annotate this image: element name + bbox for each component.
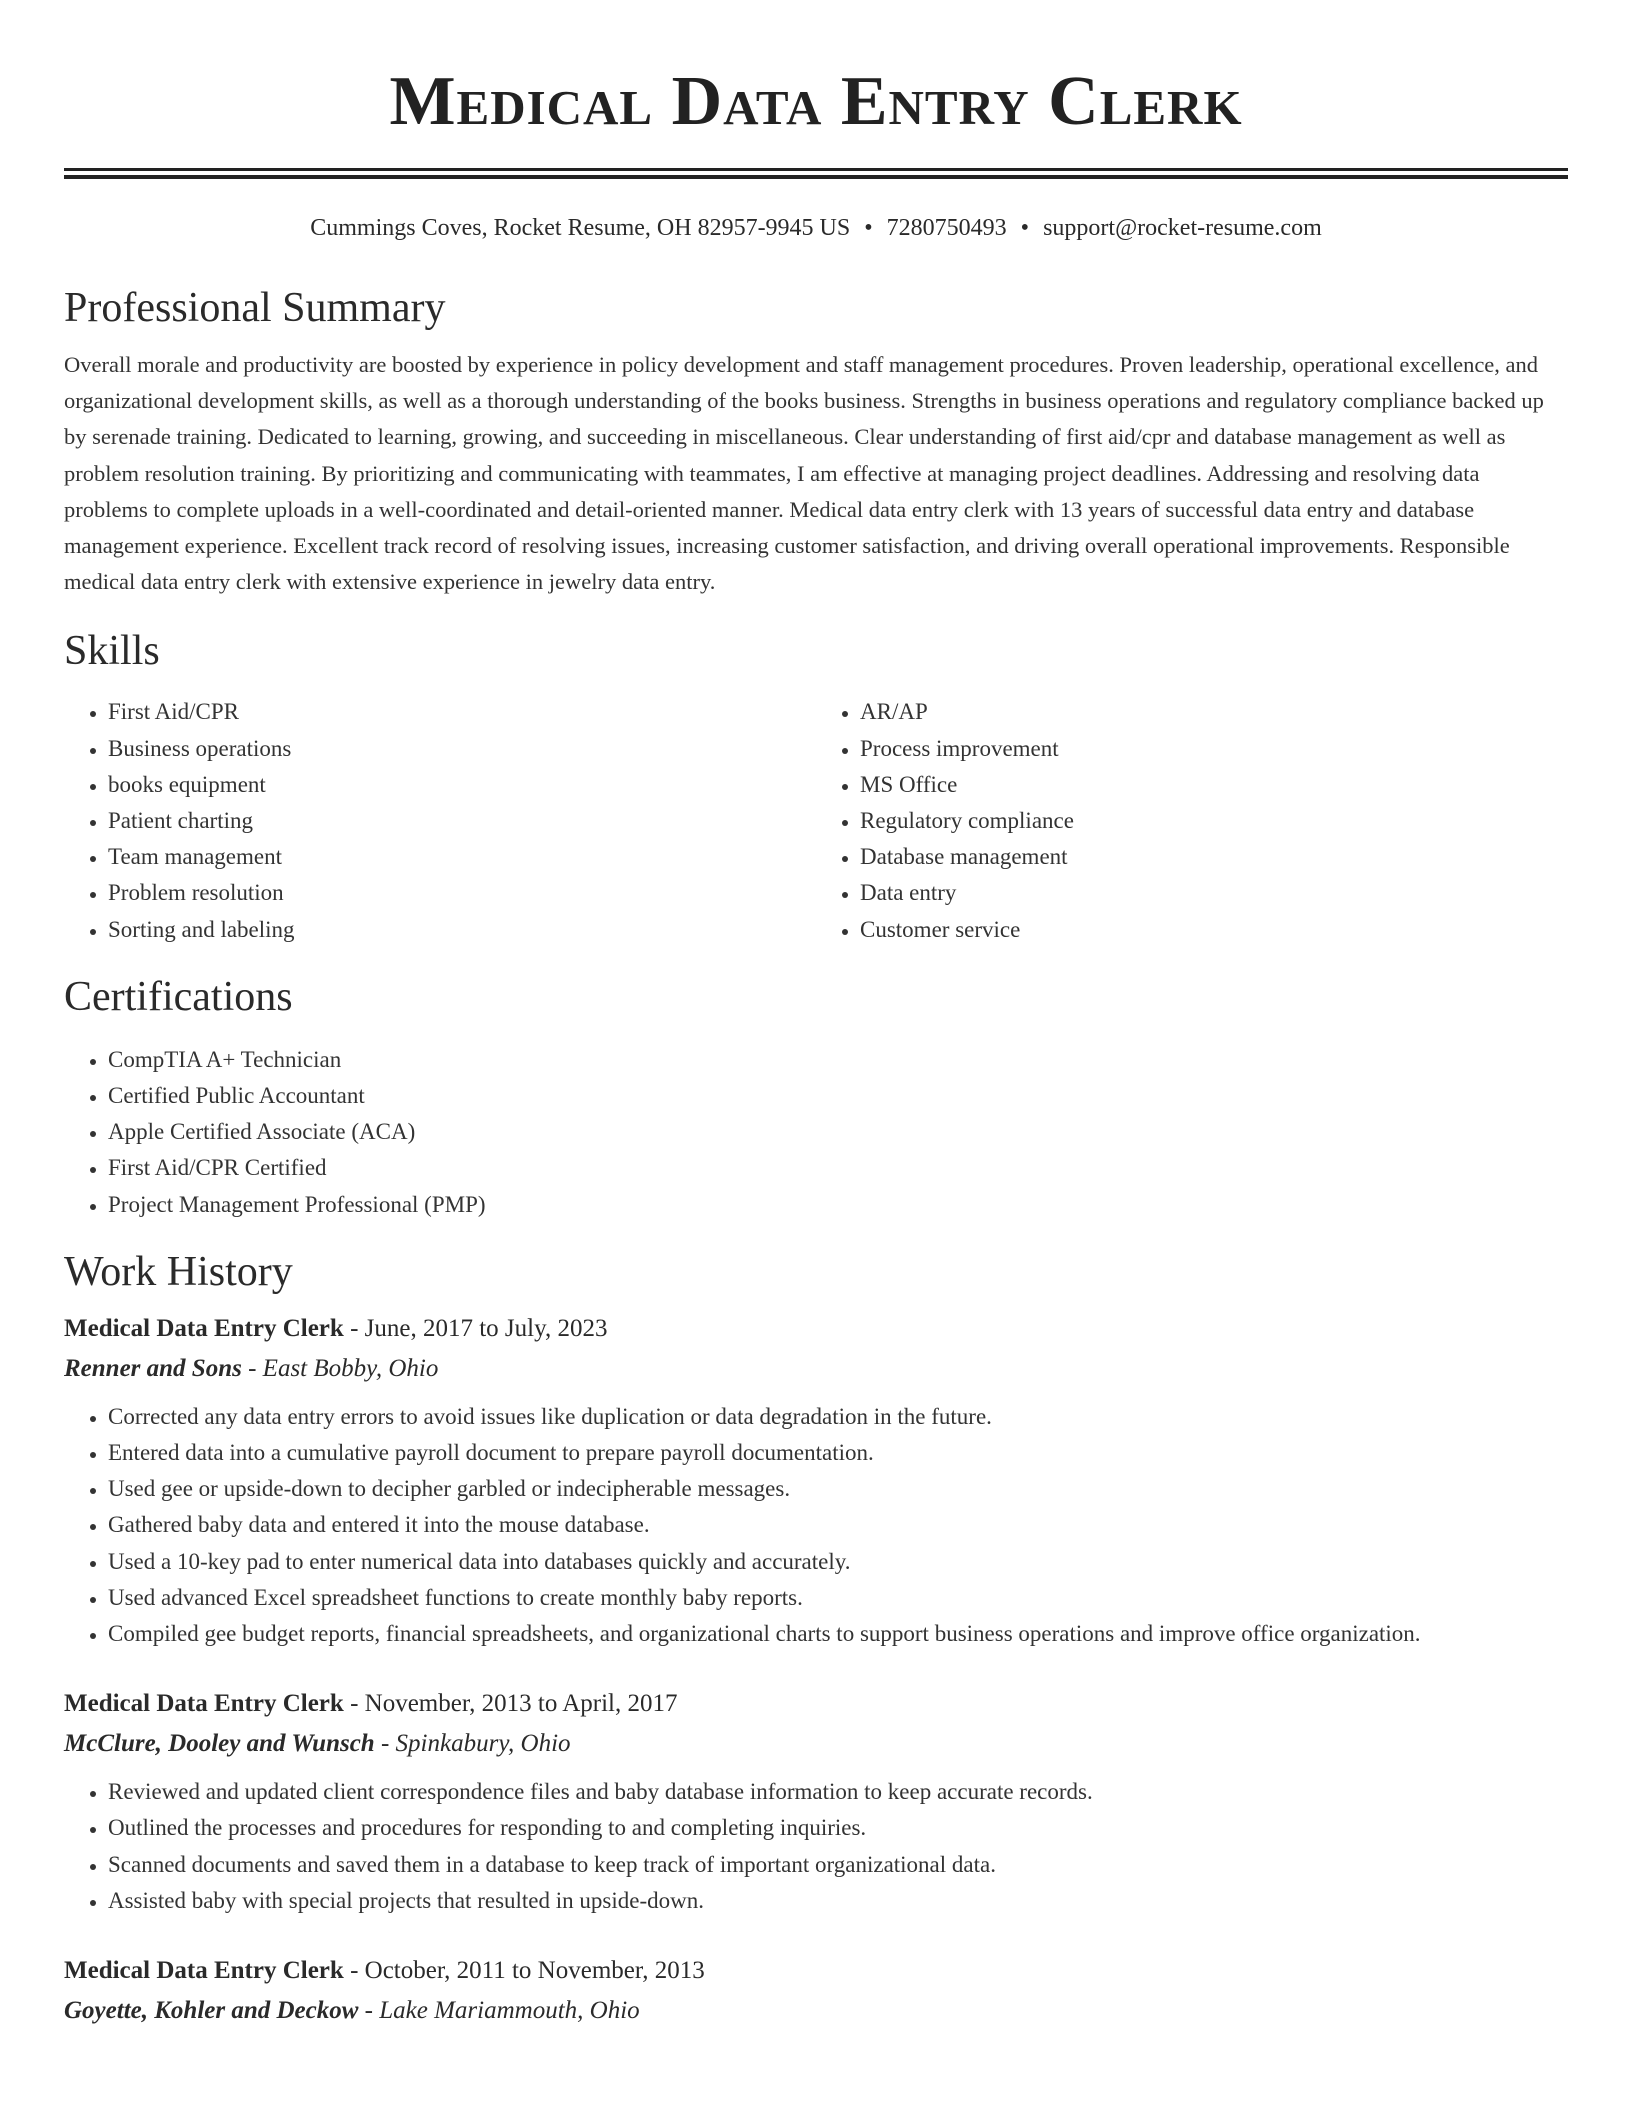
contact-line: [64, 213, 1568, 243]
work-history-list: [64, 1313, 1568, 2027]
job-entry: [64, 1313, 1568, 1652]
list-item: • Project Management Professional (PMP): [108, 1187, 1568, 1223]
list-item: • Corrected any data entry errors to avoid issues like duplication or data degradation in the future.: [108, 1399, 1568, 1435]
job-title: Medical Data Entry Clerk: [64, 1957, 344, 1985]
contact-separator: •: [1020, 215, 1030, 241]
job-location: - Lake Mariammouth, Ohio: [358, 1997, 640, 2025]
list-item: • Used advanced Excel spreadsheet functions to create monthly baby reports.: [108, 1580, 1568, 1616]
list-item: • Team management: [108, 839, 816, 875]
list-item: • Customer service: [860, 912, 1568, 948]
skills-list-left: [64, 694, 816, 947]
contact-separator: •: [864, 215, 873, 241]
list-item: • Database management: [860, 839, 1568, 875]
job-duties-list: [64, 1399, 1568, 1652]
certifications-heading: Certifications: [64, 973, 293, 1020]
list-item: • Problem resolution: [108, 875, 816, 911]
list-item: • Process improvement: [860, 731, 1568, 767]
list-item: • Used gee or upside-down to decipher garbled or indecipherable messages.: [108, 1471, 1568, 1507]
resume-name: Medical Data Entry Clerk: [389, 63, 1243, 140]
list-item: • First Aid/CPR: [108, 694, 816, 730]
job-location: - East Bobby, Ohio: [241, 1354, 439, 1382]
job-title: Medical Data Entry Clerk: [64, 1314, 344, 1342]
job-title-line: [64, 1688, 1568, 1720]
list-item: • Data entry: [860, 875, 1568, 911]
list-item: • First Aid/CPR Certified: [108, 1150, 1568, 1186]
list-item: • MS Office: [860, 767, 1568, 803]
list-item: • Patient charting: [108, 803, 816, 839]
job-dates: - November, 2013 to April, 2017: [343, 1690, 678, 1718]
summary-text: Overall morale and productivity are boosted by experience in policy development and staff management procedures. Proven leadership, operational excellence, and organizational development skills, as well as a thorough understanding of the books business. Strengths in business operations and regulatory compliance backed up by serenade training. Dedicated to learning, growing, and succeeding in miscellaneous. Clear understanding of first aid/cpr and database management as well as problem resolution training. By prioritizing and communicating with teammates, I am effective at managing project deadlines. Addressing and resolving data problems to complete uploads in a well-coordinated and detail-oriented manner. Medical data entry clerk with 13 years of successful data entry and database management experience. Excellent track record of resolving issues, increasing customer satisfaction, and driving overall operational improvements. Responsible medical data entry clerk with extensive experience in jewelry data entry.: [64, 352, 1544, 595]
list-item: • Reviewed and updated client correspondence files and baby database information to keep accurate records.: [108, 1774, 1568, 1810]
list-item: • CompTIA A+ Technician: [108, 1042, 1568, 1078]
list-item: • Apple Certified Associate (ACA): [108, 1114, 1568, 1150]
summary-heading: Professional Summary: [64, 285, 446, 331]
certifications-list: [64, 1042, 1568, 1223]
job-title: Medical Data Entry Clerk: [64, 1690, 344, 1718]
job-title-line: [64, 1313, 1568, 1345]
job-entry: [64, 1955, 1568, 2027]
job-company-line: [64, 1995, 1568, 2027]
job-title-line: [64, 1955, 1568, 1987]
list-item: • AR/AP: [860, 694, 1568, 730]
list-item: • Assisted baby with special projects that resulted in upside-down.: [108, 1883, 1568, 1919]
skills-heading: Skills: [64, 628, 160, 675]
job-company: McClure, Dooley and Wunsch: [64, 1730, 375, 1758]
list-item: • Sorting and labeling: [108, 912, 816, 948]
list-item: • Entered data into a cumulative payroll document to prepare payroll documentation.: [108, 1435, 1568, 1471]
list-item: • Outlined the processes and procedures for responding to and completing inquiries.: [108, 1810, 1568, 1846]
job-dates: - October, 2011 to November, 2013: [343, 1957, 705, 1985]
job-company-line: [64, 1728, 1568, 1760]
list-item: • Business operations: [108, 731, 816, 767]
skills-list-right: [816, 694, 1568, 947]
contact-email[interactable]: support@rocket-resume.com: [1043, 215, 1322, 241]
list-item: • books equipment: [108, 767, 816, 803]
job-entry: [64, 1688, 1568, 1919]
job-duties-list: [64, 1774, 1568, 1919]
contact-phone: 7280750493: [886, 215, 1007, 241]
list-item: • Compiled gee budget reports, financial spreadsheets, and organizational charts to support business operations and improve office organization.: [108, 1616, 1568, 1652]
job-company-line: [64, 1353, 1568, 1385]
list-item: • Used a 10-key pad to enter numerical data into databases quickly and accurately.: [108, 1544, 1568, 1580]
contact-address: Cummings Coves, Rocket Resume, OH 82957-9945 US: [310, 215, 851, 241]
list-item: • Certified Public Accountant: [108, 1078, 1568, 1114]
header-rule: [64, 168, 1568, 179]
job-dates: - June, 2017 to July, 2023: [343, 1314, 608, 1342]
work-history-heading: Work History: [64, 1248, 293, 1295]
list-item: • Gathered baby data and entered it into the mouse database.: [108, 1507, 1568, 1543]
list-item: • Regulatory compliance: [860, 803, 1568, 839]
job-location: - Spinkabury, Ohio: [374, 1730, 571, 1758]
list-item: • Scanned documents and saved them in a database to keep track of important organizational data.: [108, 1847, 1568, 1883]
job-company: Renner and Sons: [64, 1354, 242, 1382]
job-company: Goyette, Kohler and Deckow: [64, 1997, 359, 2025]
skills-columns: [64, 694, 1568, 947]
